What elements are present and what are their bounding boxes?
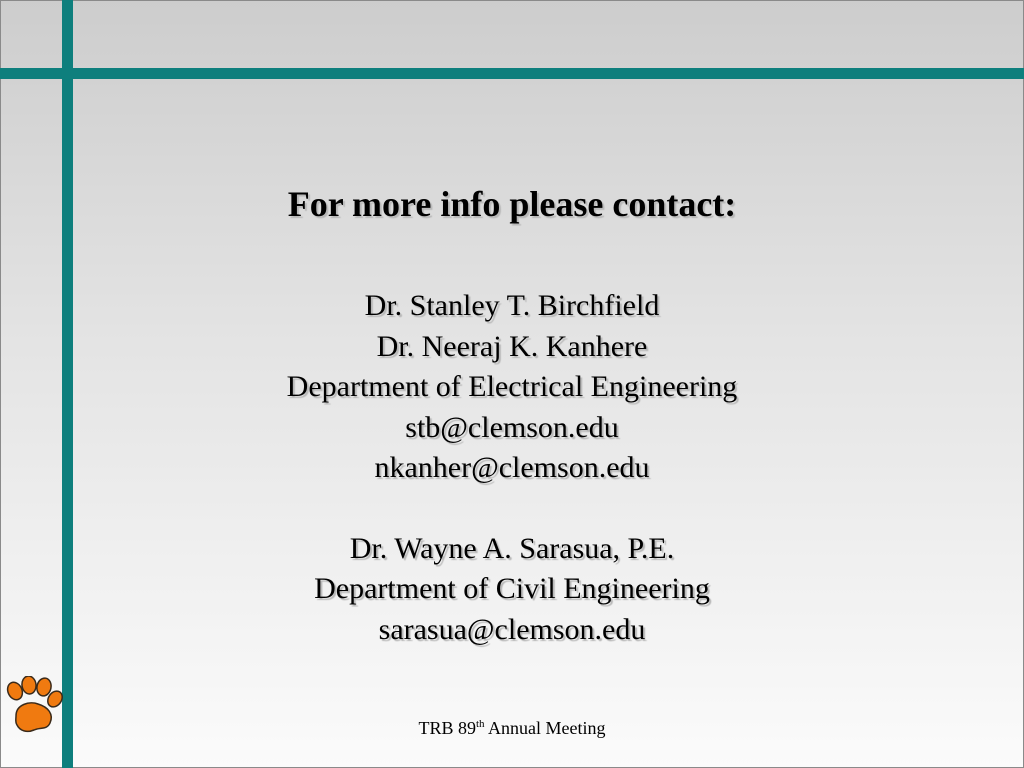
department-electrical: Department of Electrical Engineering [286,370,738,403]
footer-caption [0,716,1024,740]
contact-content [0,180,1024,650]
department-civil: Department of Civil Engineering [314,572,710,605]
horizontal-accent-rule [0,68,1024,79]
contact-name-birchfield: Dr. Stanley T. Birchfield [364,289,660,322]
email-sarasua: sarasua@clemson.edu [378,612,646,646]
contact-group-ece [0,286,1024,489]
paw-toe [21,676,37,695]
footer-suffix: Annual Meeting [484,718,606,738]
contact-name-kanhere: Dr. Neeraj K. Kanhere [376,329,648,363]
contact-name-sarasua: Dr. Wayne A. Sarasua, P.E. [349,531,675,565]
slide-title: For more info please contact: [287,184,737,224]
footer-prefix: TRB 89 [418,718,476,738]
footer-superscript: th [475,718,485,730]
email-stb: stb@clemson.edu [405,410,619,444]
email-nkanher: nkanher@clemson.edu [374,451,650,484]
contact-group-civil [0,529,1024,651]
group-spacer [0,489,1024,529]
